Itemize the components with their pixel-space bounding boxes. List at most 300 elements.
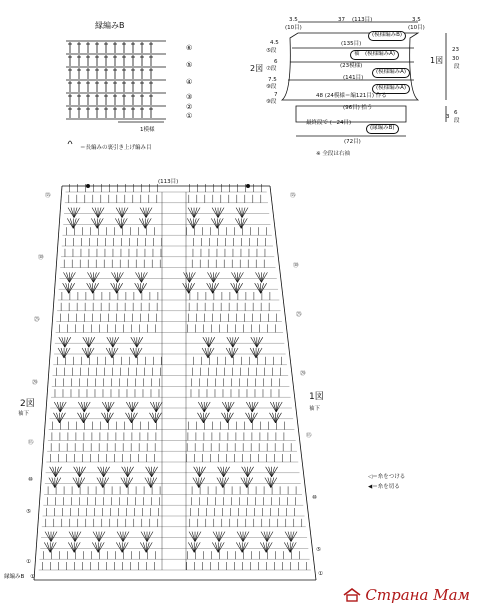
shell-stitch xyxy=(150,402,156,412)
shell-stitch xyxy=(75,532,78,542)
shell-stitch xyxy=(70,218,73,228)
shell-stitch xyxy=(151,478,154,488)
shell-stitch xyxy=(263,542,266,552)
shell-stitch xyxy=(141,532,147,542)
shell-stitch xyxy=(189,532,195,542)
shell-stitch xyxy=(245,467,248,477)
shell-stitch xyxy=(247,478,253,488)
shell-stitch xyxy=(248,467,254,477)
shell-stitch xyxy=(88,348,91,358)
shell-stitch xyxy=(207,272,213,282)
shell-stitch xyxy=(220,478,223,488)
shell-stitch xyxy=(94,218,97,228)
shell-stitch xyxy=(201,402,204,412)
shell-stitch xyxy=(226,348,232,358)
shell-stitch xyxy=(239,208,242,218)
legend-cut-yarn: ◀＝糸を切る xyxy=(368,484,400,490)
chart-fig2-sub: 袖下 xyxy=(18,411,30,417)
shell-stitch xyxy=(267,532,273,542)
shell-stitch xyxy=(219,532,225,542)
schem-left-rows: ⑨段 xyxy=(266,84,277,90)
shell-stitch xyxy=(272,413,275,423)
shell-stitch xyxy=(60,402,66,412)
shell-stitch xyxy=(144,532,147,542)
shell-stitch xyxy=(55,478,58,488)
schem-right-rows: 段 xyxy=(454,64,460,70)
shell-stitch xyxy=(96,532,99,542)
shell-stitch xyxy=(261,283,264,293)
shell-stitch xyxy=(199,478,205,488)
shell-stitch xyxy=(141,272,144,282)
shell-stitch xyxy=(211,218,217,228)
shell-stitch xyxy=(221,467,224,477)
schem-top-left-stitch: (10目) xyxy=(285,25,302,31)
shell-stitch xyxy=(98,467,104,477)
shell-stitch xyxy=(111,283,117,293)
schem-left-rows: ⑤段 xyxy=(266,48,277,54)
shell-stitch xyxy=(56,413,59,423)
shell-stitch xyxy=(213,272,216,282)
shell-stitch xyxy=(232,348,235,358)
shell-stitch xyxy=(146,542,152,552)
schem-top-right: 3.5 xyxy=(412,17,421,23)
shell-stitch xyxy=(228,402,234,412)
schem-zone-135: (135目) xyxy=(341,41,362,47)
shell-stitch xyxy=(116,208,122,218)
shell-stitch xyxy=(213,283,219,293)
shell-stitch xyxy=(63,283,69,293)
shell-stitch xyxy=(213,283,216,293)
shell-stitch xyxy=(215,542,218,552)
shell-stitch xyxy=(146,542,149,552)
swatch-row-mark: ⑥ xyxy=(186,44,193,52)
shell-stitch xyxy=(74,208,77,218)
shell-stitch xyxy=(51,532,57,542)
shell-stitch xyxy=(122,467,128,477)
shell-stitch xyxy=(75,532,81,542)
shell-stitch xyxy=(238,218,241,228)
shell-stitch xyxy=(95,208,98,218)
shell-stitch xyxy=(133,348,136,358)
shell-stitch xyxy=(256,348,259,358)
shell-stitch xyxy=(69,272,72,282)
shell-stitch xyxy=(227,413,230,423)
shell-stitch xyxy=(141,272,147,282)
shell-stitch xyxy=(266,542,269,552)
shell-stitch xyxy=(189,283,192,293)
shell-stitch xyxy=(80,413,83,423)
shell-stitch xyxy=(265,478,271,488)
schem-footnote: ※ 全段は右袖 xyxy=(316,151,350,157)
shell-stitch xyxy=(257,337,263,347)
schem-zone-a-upper: (模様編みA) xyxy=(372,68,410,78)
shell-stitch xyxy=(197,413,203,423)
chart-left-row: ㉚ xyxy=(38,255,44,261)
shell-stitch xyxy=(50,542,53,552)
shell-stitch xyxy=(98,208,101,218)
shell-stitch xyxy=(252,402,258,412)
shell-stitch xyxy=(108,402,114,412)
shell-stitch xyxy=(69,272,75,282)
shell-stitch xyxy=(264,532,267,542)
watermark-text: Страна Мам xyxy=(365,586,470,604)
shell-stitch xyxy=(191,208,194,218)
shell-stitch xyxy=(189,272,192,282)
shell-stitch xyxy=(119,542,122,552)
shell-stitch xyxy=(222,402,228,412)
shell-stitch xyxy=(122,208,125,218)
shell-stitch xyxy=(215,208,218,218)
shell-stitch xyxy=(240,532,243,542)
shell-stitch xyxy=(224,467,227,477)
shell-stitch xyxy=(187,218,193,228)
shell-stitch xyxy=(183,272,189,282)
shell-stitch xyxy=(155,413,161,423)
swatch-row-mark: ② xyxy=(186,103,193,111)
chart-left-row: ⑳ xyxy=(32,380,38,386)
shell-stitch xyxy=(131,337,137,347)
shell-stitch xyxy=(145,218,151,228)
shell-stitch xyxy=(100,478,103,488)
shell-stitch xyxy=(51,532,54,542)
shell-stitch xyxy=(52,478,55,488)
shell-stitch xyxy=(111,272,117,282)
shell-stitch xyxy=(139,218,145,228)
shell-stitch xyxy=(156,402,162,412)
shell-stitch xyxy=(287,542,290,552)
shell-stitch xyxy=(252,402,255,412)
shell-stitch xyxy=(59,413,65,423)
shell-stitch xyxy=(110,337,113,347)
shell-stitch xyxy=(216,532,219,542)
chart-right-row: ⑮ xyxy=(306,433,312,439)
shell-stitch xyxy=(203,413,206,423)
shell-stitch xyxy=(241,218,244,228)
shell-stitch xyxy=(193,218,199,228)
shell-stitch xyxy=(231,272,237,282)
shell-stitch xyxy=(121,218,127,228)
shell-stitch xyxy=(53,467,56,477)
shell-stitch xyxy=(275,413,281,423)
shell-stitch xyxy=(195,532,198,542)
swatch-row-mark: ④ xyxy=(186,78,193,86)
shell-stitch xyxy=(141,283,144,293)
shell-stitch xyxy=(126,402,132,412)
shell-stitch xyxy=(241,218,247,228)
shell-stitch xyxy=(130,348,136,358)
shell-stitch xyxy=(121,218,124,228)
shell-stitch xyxy=(221,413,227,423)
shell-stitch xyxy=(107,337,113,347)
shell-stitch xyxy=(285,532,291,542)
shell-stitch xyxy=(122,542,128,552)
chart-top-count: (113目) xyxy=(158,179,179,185)
shell-stitch xyxy=(101,467,104,477)
swatch-repeat-label: 1模様 xyxy=(140,127,155,133)
shell-stitch xyxy=(72,532,75,542)
schem-left-dim: 7.5 xyxy=(268,77,277,83)
swatch-note: ＝長編みの裏引き上げ編み目 xyxy=(80,145,152,151)
shell-stitch xyxy=(76,478,79,488)
shell-stitch xyxy=(202,348,208,358)
shell-stitch xyxy=(131,413,134,423)
shell-stitch xyxy=(183,283,189,293)
shell-stitch xyxy=(236,208,242,218)
shell-stitch xyxy=(117,283,123,293)
shell-stitch xyxy=(140,208,146,218)
shell-stitch xyxy=(189,272,195,282)
shell-stitch xyxy=(245,413,251,423)
shell-stitch xyxy=(69,283,72,293)
shell-stitch xyxy=(83,413,86,423)
shell-stitch xyxy=(149,413,155,423)
shell-stitch xyxy=(101,413,107,423)
shell-stitch xyxy=(74,542,77,552)
shell-stitch xyxy=(117,272,120,282)
shell-stitch xyxy=(189,283,195,293)
shell-stitch xyxy=(270,402,276,412)
shell-stitch xyxy=(79,478,82,488)
shell-stitch xyxy=(125,467,128,477)
shell-stitch xyxy=(218,542,224,552)
shell-stitch xyxy=(209,337,215,347)
shell-stitch xyxy=(140,542,146,552)
chart-bottom-label: 縁編みB xyxy=(4,574,25,580)
shell-stitch xyxy=(190,218,193,228)
shell-stitch xyxy=(104,467,110,477)
shell-stitch xyxy=(227,413,233,423)
shell-stitch xyxy=(258,272,261,282)
shell-stitch xyxy=(60,402,63,412)
schem-pickup-96: (96目) 拾う xyxy=(343,105,373,111)
shell-stitch xyxy=(267,532,270,542)
shell-stitch xyxy=(207,283,213,293)
chart-fig2-label: 2図 xyxy=(20,399,35,409)
shell-stitch xyxy=(288,532,291,542)
shell-stitch xyxy=(114,283,117,293)
shell-stitch xyxy=(119,208,122,218)
chart-left-row: ㉟ xyxy=(45,193,51,199)
shell-stitch xyxy=(143,208,146,218)
shell-stitch xyxy=(117,283,120,293)
shell-stitch xyxy=(93,532,99,542)
shell-stitch xyxy=(237,283,240,293)
shell-stitch xyxy=(68,208,74,218)
shell-stitch xyxy=(193,478,199,488)
shell-stitch xyxy=(145,218,148,228)
shell-stitch xyxy=(62,337,65,347)
shell-stitch xyxy=(123,532,129,542)
chart-fig1-sub: 袖下 xyxy=(309,406,321,412)
shell-stitch xyxy=(194,542,197,552)
shell-stitch xyxy=(117,272,123,282)
shell-stitch xyxy=(223,478,226,488)
shell-stitch xyxy=(194,467,200,477)
shell-stitch xyxy=(218,467,224,477)
schem-right-3: 3 xyxy=(446,114,450,120)
shell-stitch xyxy=(56,467,62,477)
shell-stitch xyxy=(236,542,242,552)
shell-stitch xyxy=(271,478,274,488)
shell-stitch xyxy=(198,402,204,412)
shell-stitch xyxy=(193,218,196,228)
shell-stitch xyxy=(56,467,59,477)
shell-stitch xyxy=(92,542,98,552)
shell-stitch xyxy=(256,348,262,358)
shell-stitch xyxy=(128,413,131,423)
shell-stitch xyxy=(152,467,158,477)
schem-fig1: 1図 xyxy=(430,56,444,65)
shell-stitch xyxy=(134,337,137,347)
schem-left-rows: ⑨段 xyxy=(266,99,277,105)
shell-stitch xyxy=(242,467,248,477)
schem-right-30: 30 xyxy=(452,56,459,62)
shell-stitch xyxy=(109,348,112,358)
shell-stitch xyxy=(54,402,60,412)
shell-stitch xyxy=(212,208,218,218)
shell-stitch xyxy=(123,532,126,542)
shell-stitch xyxy=(97,218,100,228)
shell-stitch xyxy=(143,542,146,552)
shell-stitch xyxy=(79,478,85,488)
shell-stitch xyxy=(212,542,218,552)
shell-stitch xyxy=(122,542,125,552)
shell-stitch xyxy=(224,413,227,423)
shell-stitch xyxy=(251,413,254,423)
shell-stitch xyxy=(152,413,155,423)
shell-stitch xyxy=(84,402,90,412)
chart-left-row: ㉕ xyxy=(34,317,40,323)
shell-stitch xyxy=(242,208,245,218)
shell-stitch xyxy=(242,542,248,552)
schem-left-rows: ⑦段 xyxy=(266,66,277,72)
shell-stitch xyxy=(48,532,51,542)
shell-stitch xyxy=(93,272,96,282)
shell-stitch xyxy=(191,542,194,552)
swatch-note-symbol xyxy=(68,141,72,144)
schem-top-right-stitch: (10目) xyxy=(408,25,425,31)
schem-top-center-stitch: (113目) xyxy=(352,17,373,23)
chart-right-row: ㉟ xyxy=(290,193,296,199)
sleeve-stitch-chart xyxy=(34,184,316,580)
shell-stitch xyxy=(93,283,96,293)
shell-stitch xyxy=(69,532,75,542)
schem-zone-a-lower: (模様編みA) xyxy=(372,84,410,94)
shell-stitch xyxy=(137,337,143,347)
shell-stitch xyxy=(272,467,278,477)
shell-stitch xyxy=(243,532,246,542)
shell-stitch xyxy=(88,348,94,358)
shell-stitch xyxy=(83,413,89,423)
shell-stitch xyxy=(204,402,210,412)
shell-stitch xyxy=(116,542,122,552)
shell-stitch xyxy=(73,218,79,228)
shell-stitch xyxy=(233,337,239,347)
shell-stitch xyxy=(247,478,250,488)
shell-stitch xyxy=(239,542,242,552)
shell-stitch xyxy=(229,348,232,358)
shell-stitch xyxy=(89,337,92,347)
shell-stitch xyxy=(224,467,230,477)
shell-stitch xyxy=(237,283,243,293)
schem-zone-23: (23模様) xyxy=(340,63,363,69)
shell-stitch xyxy=(228,402,231,412)
shell-stitch xyxy=(59,337,65,347)
shell-stitch xyxy=(132,402,138,412)
shell-stitch xyxy=(68,542,74,552)
shell-stitch xyxy=(213,532,219,542)
shell-stitch xyxy=(59,413,62,423)
shell-stitch xyxy=(208,348,214,358)
shell-stitch xyxy=(251,337,257,347)
shell-stitch xyxy=(276,402,279,412)
shell-stitch xyxy=(102,402,108,412)
shell-stitch xyxy=(188,542,194,552)
shell-stitch xyxy=(188,208,194,218)
shell-stitch xyxy=(73,478,79,488)
shell-stitch xyxy=(97,478,103,488)
shell-stitch xyxy=(112,348,118,358)
shell-stitch xyxy=(78,402,84,412)
shell-stitch xyxy=(261,532,267,542)
shell-stitch xyxy=(253,348,256,358)
schem-zone-b: (模様編みB) xyxy=(368,31,406,41)
shell-stitch xyxy=(99,532,105,542)
shell-stitch xyxy=(57,402,60,412)
schem-right-6: 6 xyxy=(454,110,458,116)
shell-stitch xyxy=(84,402,87,412)
swatch-row-mark: ① xyxy=(186,112,193,120)
shell-stitch xyxy=(223,478,229,488)
shell-stitch xyxy=(153,402,156,412)
shell-stitch xyxy=(186,272,189,282)
shell-stitch xyxy=(104,467,107,477)
shell-stitch xyxy=(90,283,93,293)
shell-stitch xyxy=(218,208,224,218)
shell-stitch xyxy=(82,348,88,358)
shell-stitch xyxy=(138,272,141,282)
shell-stitch xyxy=(275,413,278,423)
shell-stitch xyxy=(44,542,50,552)
shell-stitch xyxy=(114,272,117,282)
shell-stitch xyxy=(49,478,55,488)
shell-stitch xyxy=(146,208,149,218)
shell-stitch xyxy=(45,532,51,542)
schem-width-72: (72目) xyxy=(344,139,361,145)
schem-top-left: 3.5 xyxy=(289,17,298,23)
schem-last-row: 最終段で (−24目) xyxy=(306,120,352,126)
shell-stitch xyxy=(208,348,211,358)
shell-stitch xyxy=(86,337,89,347)
shell-stitch xyxy=(69,283,75,293)
chart-left-row: ⑩ xyxy=(28,477,33,483)
shell-stitch xyxy=(131,413,137,423)
shell-stitch xyxy=(74,208,80,218)
shell-stitch xyxy=(200,467,203,477)
shell-stitch xyxy=(93,272,99,282)
shell-stitch xyxy=(194,542,200,552)
shell-stitch xyxy=(80,467,83,477)
shell-stitch xyxy=(146,467,152,477)
shell-stitch xyxy=(195,532,201,542)
yarn-attach-mark xyxy=(86,184,90,188)
chart-left-row: ① xyxy=(26,559,31,565)
chart-right-row: ① xyxy=(318,571,323,577)
shell-stitch xyxy=(87,272,93,282)
shell-stitch xyxy=(237,272,243,282)
shell-stitch xyxy=(214,218,217,228)
shell-stitch xyxy=(99,532,102,542)
